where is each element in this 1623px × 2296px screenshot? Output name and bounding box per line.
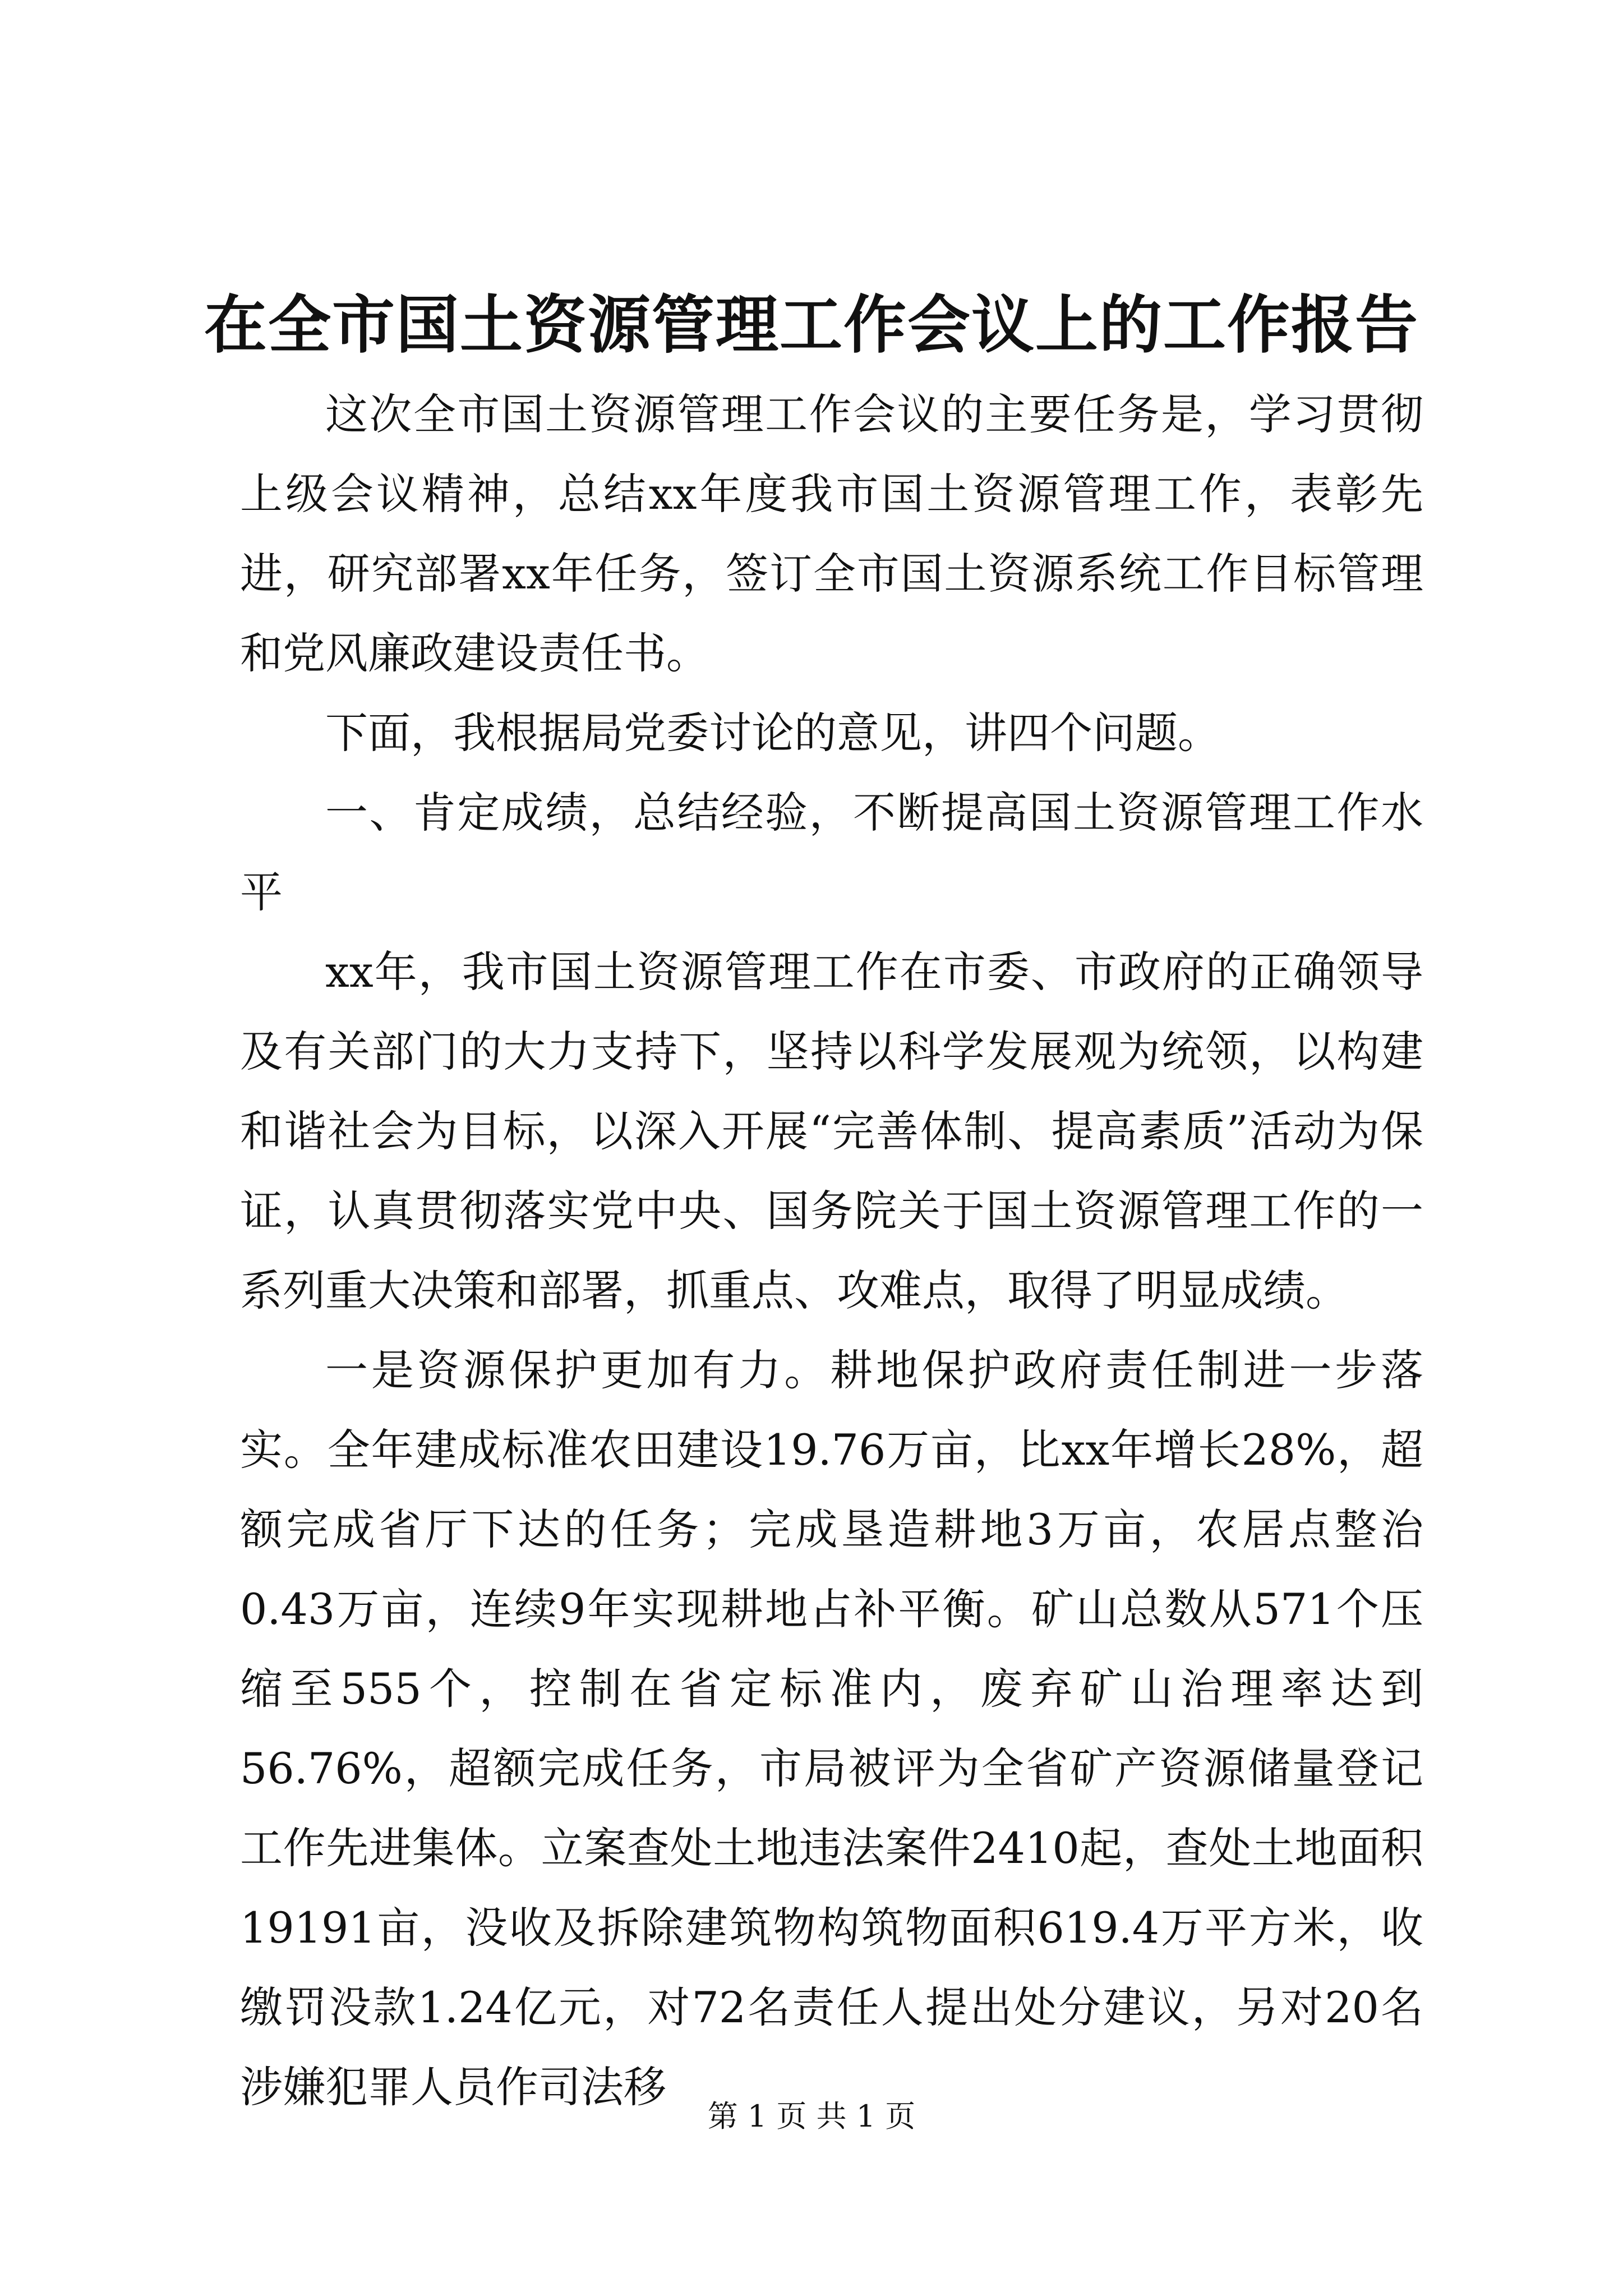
paragraph-resource-protection: 一是资源保护更加有力。耕地保护政府责任制进一步落实。全年建成标准农田建设19.76万亩，比xx年增长28%，超额完成省厅下达的任务；完成垦造耕地3万亩，农居点整治0.43万亩，连续9年实现耕地占补平衡。矿山总数从571个压缩至555个，控制在省定标准内，废弃矿山治理率达到56.76%，超额完成任务，市局被评为全省矿产资源储量登记工作先进集体。立案查处土地违法案件2410起，查处土地面积19191亩，没收及拆除建筑物构筑物面积619.4万平方米，收缴罚没款1.24亿元，对72名责任人提出处分建议，另对20名涉嫌犯罪人员作司法移	[240, 1345, 1423, 2112]
page-number-footer: 第 1 页 共 1 页	[707, 2099, 916, 2134]
document-body	[240, 375, 1423, 2127]
document-title: 在全市国土资源管理工作会议上的工作报告	[204, 288, 1419, 362]
section-heading-1: 一、肯定成绩，总结经验，不断提高国土资源管理工作水平	[240, 788, 1423, 917]
paragraph-outline: 下面，我根据局党委讨论的意见，讲四个问题。	[325, 708, 1220, 758]
paragraph-intro: 这次全市国土资源管理工作会议的主要任务是，学习贯彻上级会议精神，总结xx年度我市国土资源管理工作，表彰先进，研究部署xx年任务，签订全市国土资源系统工作目标管理和党风廉政建设责任书。	[240, 389, 1423, 678]
paragraph-achievements: xx年，我市国土资源管理工作在市委、市政府的正确领导及有关部门的大力支持下，坚持以科学发展观为统领，以构建和谐社会为目标，以深入开展“完善体制、提高素质”活动为保证，认真贯彻落实党中央、国务院关于国土资源管理工作的一系列重大决策和部署，抓重点、攻难点，取得了明显成绩。	[240, 947, 1423, 1315]
